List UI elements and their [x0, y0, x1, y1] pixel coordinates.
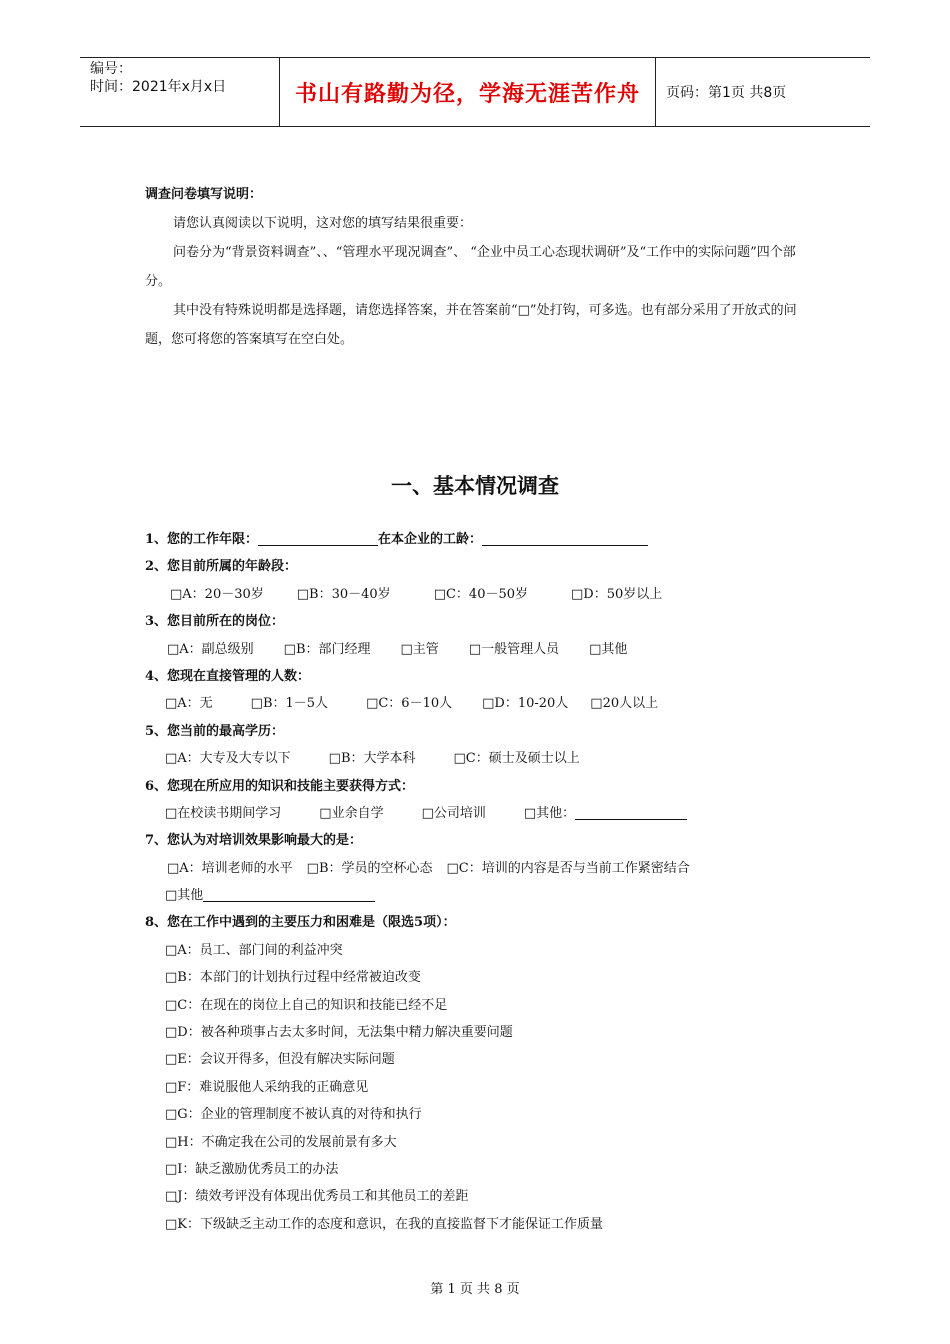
header-meta [80, 58, 280, 126]
question-3: 3、您目前所在的岗位： [145, 614, 285, 630]
option-checkbox[interactable]: □A：员工、部门间的利益冲突 [165, 942, 343, 958]
option-checkbox[interactable]: □B：部门经理 [283, 641, 371, 657]
question-5: 5、您当前的最高学历： [145, 723, 285, 739]
options-row [145, 855, 825, 882]
document-date: 时间：2021年x月x日 [90, 79, 227, 95]
instructions-paragraph: 问卷分为“背景资料调查”、、“管理水平现况调查”、 “企业中员工心态现状调研”及“工作中的实际问题”四个部分。 [145, 245, 796, 289]
option-checkbox[interactable]: □20人以上 [590, 696, 659, 712]
question-list [145, 526, 825, 1238]
other-factor-field[interactable] [203, 887, 375, 902]
option-checkbox[interactable]: □C：40－50岁 [433, 586, 529, 602]
option-checkbox[interactable]: □B：1－5人 [250, 696, 329, 712]
options-row [145, 690, 825, 717]
option-checkbox[interactable]: □C：6－10人 [366, 696, 453, 712]
option-checkbox[interactable]: □C：培训的内容是否与当前工作紧密结合 [446, 860, 690, 876]
option-checkbox[interactable]: □其他 [589, 641, 628, 657]
question-2: 2、您目前所属的年龄段： [145, 559, 298, 575]
page-footer: 第 1 页 共 8 页 [430, 1282, 520, 1297]
work-years-field[interactable] [258, 531, 378, 546]
section-title: 一、基本情况调查 [391, 474, 559, 498]
option-checkbox[interactable]: □A：大专及大专以下 [165, 751, 291, 767]
option-checkbox[interactable]: □G：企业的管理制度不被认真的对待和执行 [165, 1107, 422, 1123]
option-checkbox[interactable]: □D：被各种琐事占去太多时间，无法集中精力解决重要问题 [165, 1025, 513, 1041]
options-row [145, 800, 825, 827]
option-checkbox[interactable]: □H：不确定我在公司的发展前景有多大 [165, 1134, 397, 1150]
option-checkbox[interactable]: □I：缺乏激励优秀员工的办法 [165, 1161, 339, 1177]
instructions-paragraph: 请您认真阅读以下说明，这对您的填写结果很重要： [173, 216, 473, 231]
option-checkbox[interactable]: □在校读书期间学习 [165, 805, 282, 821]
option-checkbox[interactable]: □B：本部门的计划执行过程中经常被迫改变 [165, 970, 421, 986]
option-checkbox[interactable]: □F：难说服他人采纳我的正确意见 [165, 1079, 369, 1095]
tenure-field[interactable] [482, 531, 648, 546]
option-checkbox[interactable]: □K：下级缺乏主动工作的态度和意识，在我的直接监督下才能保证工作质量 [165, 1216, 603, 1232]
option-checkbox[interactable]: □业余自学 [319, 805, 384, 821]
header-motto: 书山有路勤为径，学海无涯苦作舟 [280, 58, 656, 126]
option-checkbox[interactable]: □D：10-20人 [482, 696, 569, 712]
option-checkbox[interactable]: □B：大学本科 [328, 751, 416, 767]
other-source-field[interactable] [575, 805, 687, 820]
question-6: 6、您现在所应用的知识和技能主要获得方式： [145, 778, 415, 794]
option-checkbox[interactable]: □B：学员的空杯心态 [306, 860, 433, 876]
option-checkbox[interactable]: □C：在现在的岗位上自己的知识和技能已经不足 [165, 997, 448, 1013]
option-checkbox[interactable]: □其他 [165, 888, 204, 904]
question-1 [145, 526, 825, 553]
page-header [80, 57, 870, 127]
option-checkbox[interactable]: □B：30－40岁 [296, 586, 391, 602]
options-row [145, 745, 825, 772]
question-4: 4、您现在直接管理的人数： [145, 668, 311, 684]
option-checkbox[interactable]: □A：副总级别 [167, 641, 254, 657]
question-label: 1、您的工作年限： [145, 532, 259, 547]
instructions-paragraph: 其中没有特殊说明都是选择题，请您选择答案，并在答案前“□”处打钩，可多选。也有部分采用了开放式的问题，您可将您的答案填写在空白处。 [145, 303, 797, 347]
option-checkbox[interactable]: □其他： [523, 805, 576, 821]
question-7: 7、您认为对培训效果影响最大的是： [145, 833, 363, 849]
options-row [145, 882, 825, 909]
option-checkbox[interactable]: □J：绩效考评没有体现出优秀员工和其他员工的差距 [165, 1189, 469, 1205]
question-8: 8、您在工作中遇到的主要压力和困难是（限选5项）： [145, 915, 456, 931]
option-checkbox[interactable]: □E：会议开得多，但没有解决实际问题 [165, 1052, 395, 1068]
header-page-info: 页码：第1页 共8页 [666, 85, 787, 101]
option-checkbox[interactable]: □C：硕士及硕士以上 [453, 751, 580, 767]
option-checkbox[interactable]: □D：50岁以上 [571, 586, 663, 602]
instructions-title: 调查问卷填写说明： [145, 187, 263, 202]
option-checkbox[interactable]: □A：20－30岁 [170, 586, 264, 602]
document-number: 编号： [90, 61, 132, 77]
option-checkbox[interactable]: □A：无 [165, 696, 213, 712]
option-checkbox[interactable]: □公司培训 [421, 805, 486, 821]
question-label: 在本企业的工龄： [378, 532, 483, 547]
options-row [145, 581, 825, 608]
option-checkbox[interactable]: □A：培训老师的水平 [167, 860, 293, 876]
options-row [145, 636, 825, 663]
option-checkbox[interactable]: □主管 [400, 641, 439, 657]
option-checkbox[interactable]: □一般管理人员 [468, 641, 560, 657]
instructions [145, 180, 810, 354]
